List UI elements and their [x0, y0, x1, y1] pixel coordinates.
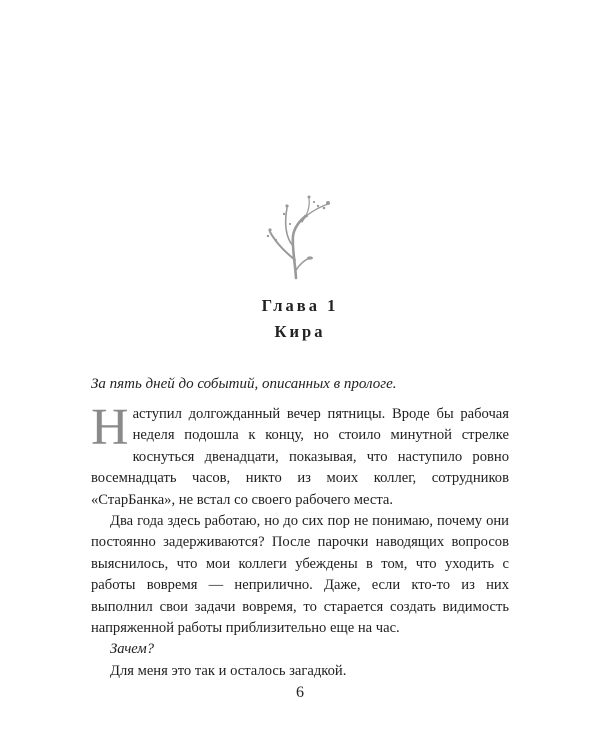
epigraph: За пять дней до событий, описанных в прологе. — [91, 376, 397, 392]
paragraph-1-text: аступил долгожданный вечер пятницы. Вроде бы рабочая неделя подошла к концу, но стоило минутной стрелке коснуться двенадцати, показывая, что наступило ровно восемнадцать часов, никто из моих коллег, сотрудников «СтарБанка», не встал со своего рабочего места. — [91, 406, 509, 508]
paragraph-3: Зачем? — [110, 641, 155, 658]
paragraph-4: Для меня это так и осталось загадкой. — [110, 662, 347, 679]
chapter-title: Глава 1 — [261, 296, 339, 315]
paragraph-2: Два года здесь работаю, но до сих пор не понимаю, почему они постоянно задерживаются? После парочки наводящих вопросов выяснилось, что мои коллеги убеждены в том, что уходить с работы вовремя — неприлично. Даже, если кто-то из них выполнил свои задачи вовремя, то старается создать видимость напряженной работы приблизительно еще на час. — [91, 513, 509, 637]
paragraph-1 — [91, 399, 509, 511]
chapter-name: Кира — [274, 322, 326, 341]
drop-cap: Н — [91, 399, 129, 456]
flower-sprig-icon — [262, 190, 338, 282]
page-number: 6 — [296, 684, 304, 701]
body-text — [91, 399, 509, 682]
